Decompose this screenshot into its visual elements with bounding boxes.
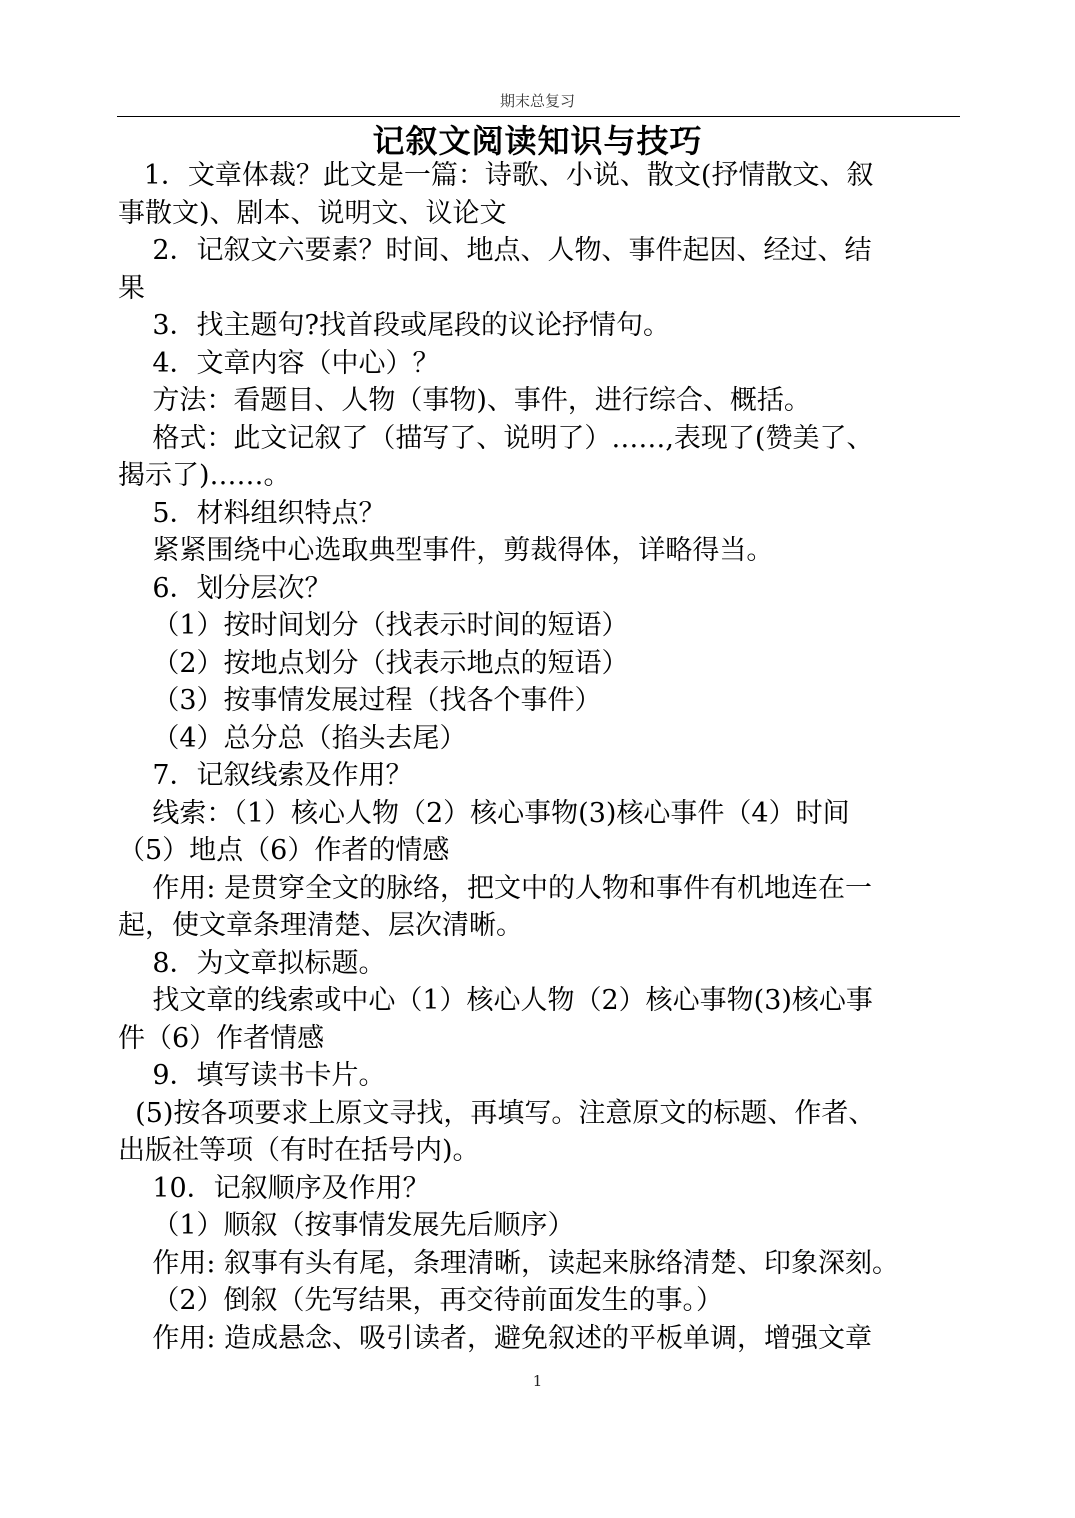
body-line: 9．填写读书卡片。 <box>118 1060 386 1091</box>
body-line: （5）地点（6）作者的情感 <box>118 835 450 866</box>
document-body <box>118 157 960 1357</box>
body-line: 找文章的线索或中心（1）核心人物（2）核心事物(3)核心事 <box>118 985 873 1016</box>
body-line: （3）按事情发展过程（找各个事件） <box>118 685 602 716</box>
body-line: 6．划分层次？ <box>118 572 332 604</box>
body-line: 格式：此文记叙了（描写了、说明了）……,表现了(赞美了、 <box>118 422 874 454</box>
body-line: 7．记叙线索及作用？ <box>118 760 413 791</box>
body-line: 3．找主题句?找首段或尾段的议论抒情句。 <box>118 310 670 341</box>
body-line: 揭示了)……。 <box>118 460 291 491</box>
body-line: 出版社等项（有时在括号内)。 <box>118 1135 480 1166</box>
body-line: 事散文)、剧本、说明文、议论文 <box>118 197 507 229</box>
body-line: （1）顺叙（按事情发展先后顺序） <box>118 1210 575 1241</box>
body-line: 10．记叙顺序及作用？ <box>118 1172 430 1204</box>
body-line: （2）倒叙（先写结果，再交待前面发生的事。） <box>118 1285 724 1316</box>
body-line: (5)按各项要求上原文寻找，再填写。注意原文的标题、作者、 <box>118 1097 876 1129</box>
body-line: （2）按地点划分（找表示地点的短语） <box>118 647 629 679</box>
body-line: 作用: 造成悬念、吸引读者，避免叙述的平板单调，增强文章 <box>118 1322 873 1354</box>
body-line: 起，使文章条理清楚、层次清晰。 <box>118 910 523 941</box>
body-line: 1．文章体裁？此文是一篇：诗歌、小说、散文(抒情散文、叙 <box>118 160 874 191</box>
body-line: 作用: 叙事有头有尾，条理清晰，读起来脉络清楚、印象深刻。 <box>118 1247 900 1279</box>
body-line: 5．材料组织特点？ <box>118 497 386 529</box>
body-line: 紧紧围绕中心选取典型事件，剪裁得体，详略得当。 <box>118 535 774 566</box>
body-line: 线索：（1）核心人物（2）核心事物(3)核心事件（4）时间 <box>118 797 850 829</box>
body-line: 件（6）作者情感 <box>118 1022 325 1054</box>
body-line: 8．为文章拟标题。 <box>118 947 386 979</box>
body-line: 4．文章内容（中心）？ <box>118 347 440 379</box>
body-line: （1）按时间划分（找表示时间的短语） <box>118 610 629 641</box>
body-line: 方法：看题目、人物（事物)、事件，进行综合、概括。 <box>118 385 811 416</box>
body-line: （4）总分总（掐头去尾） <box>118 722 467 754</box>
page-number: 1 <box>532 1372 543 1390</box>
body-line: 果 <box>118 272 145 304</box>
document-title: 记叙文阅读知识与技巧 <box>372 122 703 160</box>
page-header: 期末总复习 <box>499 92 575 110</box>
body-line: 2．记叙文六要素？时间、地点、人物、事件起因、经过、结 <box>118 235 872 266</box>
body-line: 作用: 是贯穿全文的脉络，把文中的人物和事件有机地连在一 <box>118 872 873 904</box>
